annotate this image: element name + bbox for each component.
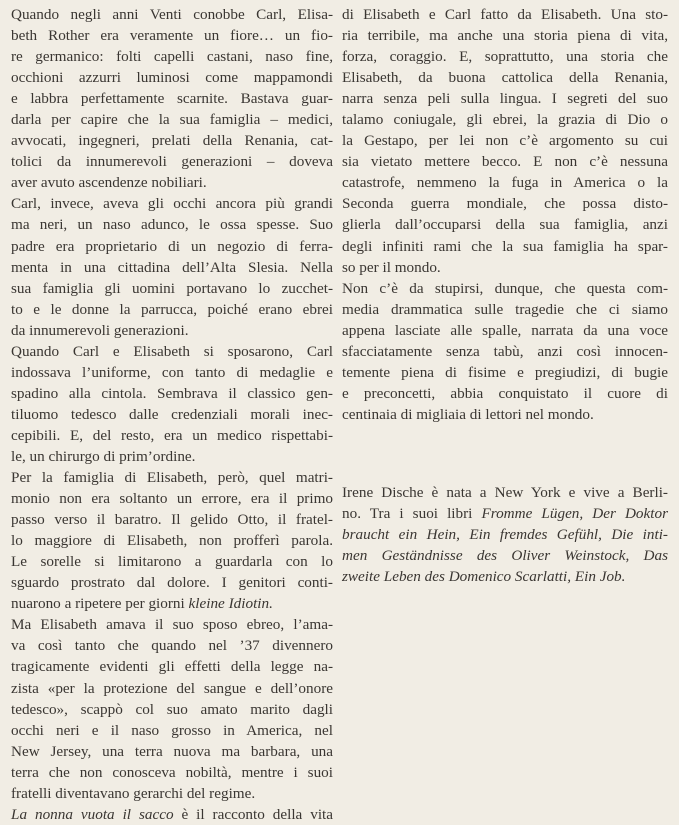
text-line — [11, 446, 333, 467]
line-text: sfacciatamente senza tabù, anzi così innocen- — [342, 342, 668, 360]
line-text: forza, coraggio. E, soprattutto, una storia che — [342, 48, 668, 66]
text-line — [342, 193, 668, 214]
line-text: menta in una cittadina dell’Alta Slesia. Nella — [11, 258, 333, 276]
line-text: to e le donne la parrucca, poiché erano ebrei — [11, 300, 333, 318]
italic-text: men Geständnisse des Oliver Weinstock, Das — [342, 547, 668, 565]
text-line — [342, 362, 668, 383]
left-column — [11, 4, 333, 825]
text-line — [342, 524, 668, 545]
line-text: ria terribile, ma anche una storia piena di vita, — [342, 27, 668, 45]
line-text: beth Rother era veramente un fiore… un fio- — [11, 27, 333, 45]
text-line — [342, 25, 668, 46]
text-line — [11, 741, 333, 762]
text-line — [342, 545, 668, 566]
line-text: lo maggiore di Elisabeth, non profferì parola. — [11, 532, 333, 550]
text-line — [11, 488, 333, 509]
text-line — [11, 614, 333, 635]
line-text: appena lasciate alle spalle, narrata da una voce — [342, 321, 668, 339]
line-text: occhioni azzurri luminosi come mappamondi — [11, 69, 333, 87]
text-line — [11, 699, 333, 720]
line-text: e preconcetti, abbia conquistato il cuore di — [342, 384, 668, 402]
text-line — [11, 109, 333, 130]
text-line — [342, 172, 668, 193]
text-line — [11, 720, 333, 741]
line-text: è il racconto della vita — [173, 805, 334, 823]
text-line — [11, 257, 333, 278]
italic-text: kleine Idiotin. — [188, 595, 273, 613]
text-line — [11, 383, 333, 404]
line-text: di Elisabeth e Carl fatto da Elisabeth. Una sto- — [342, 6, 668, 23]
text-line — [342, 278, 668, 299]
text-line — [342, 320, 668, 341]
line-text: passo verso il baratro. Il gelido Otto, il fratel- — [11, 511, 333, 529]
line-text: sguardo prostrato dal dolore. I genitori conti- — [11, 574, 333, 592]
line-text: Ma Elisabeth amava il suo sposo ebreo, l’ama- — [11, 616, 333, 634]
text-line — [11, 88, 333, 109]
text-line — [342, 383, 668, 404]
line-text: la Gestapo, per lei non c’è argomento su cui — [342, 132, 668, 150]
text-line — [11, 467, 333, 488]
text-line — [11, 130, 333, 151]
line-text: avvocati, ingegneri, prelati della Renania, cat- — [11, 132, 333, 150]
text-line — [11, 593, 333, 614]
italic-text: braucht ein Hein, Ein fremdes Gefühl, Die inti- — [342, 526, 668, 544]
line-text: darla per capire che la sua famiglia – medici, — [11, 111, 333, 129]
line-text: talamo coniugale, gli ebrei, la grazia di Dio o — [342, 111, 668, 129]
text-line — [342, 67, 668, 88]
text-line — [342, 236, 668, 257]
line-text: tragicamente evidenti gli effetti della legge na- — [11, 658, 333, 676]
text-line — [11, 278, 333, 299]
text-line — [342, 46, 668, 67]
line-text: cepibili. E, del resto, era un medico rispettabi- — [11, 426, 333, 444]
author-bio — [342, 482, 668, 587]
line-text: catastrofe, nemmeno la fuga in America o la — [342, 174, 668, 192]
text-line — [11, 193, 333, 214]
line-text: Non c’è da stupirsi, dunque, che questa com- — [342, 279, 668, 297]
line-text: Quando Carl e Elisabeth si sposarono, Carl — [11, 342, 333, 360]
line-text: no. Tra i suoi libri — [342, 504, 482, 522]
line-text: Elisabeth, da buona cattolica della Renania, — [342, 69, 668, 87]
text-line — [342, 482, 668, 503]
line-text: spadino alla cintola. Sembrava il classico gen- — [11, 384, 333, 402]
text-line — [342, 151, 668, 172]
line-text: padre era proprietario di un negozio di ferra- — [11, 237, 333, 255]
line-text: sia vietato mettere becco. E non c’è nessuna — [342, 153, 668, 171]
text-line — [11, 25, 333, 46]
line-text: re germanico: folti capelli castani, naso fine, — [11, 48, 333, 66]
line-text: media drammatica sulle tragedie che ci siamo — [342, 300, 668, 318]
text-line — [11, 783, 333, 804]
right-column — [342, 4, 668, 587]
text-line — [342, 109, 668, 130]
text-line — [342, 214, 668, 235]
line-text: va così tanto che quando nel ’37 divennero — [11, 637, 333, 655]
line-text: Per la famiglia di Elisabeth, però, quel matri- — [11, 469, 333, 487]
line-text: fratelli diventavano gerarchi del regime. — [11, 784, 256, 802]
text-line — [11, 804, 333, 825]
text-line — [11, 530, 333, 551]
line-text: degli infiniti rami che la sua famiglia ha spar- — [342, 237, 668, 255]
book-title-italic: La nonna vuota il sacco — [11, 805, 174, 823]
text-line — [342, 4, 668, 25]
text-line — [342, 257, 668, 278]
line-text: aver avuto ascendenze nobiliari. — [11, 174, 207, 192]
text-line — [11, 572, 333, 593]
text-line — [11, 4, 333, 25]
text-line — [11, 635, 333, 656]
text-line — [11, 404, 333, 425]
text-line — [342, 503, 668, 524]
text-line — [342, 404, 668, 425]
text-line — [11, 509, 333, 530]
line-text: New Jersey, una terra nuova ma barbara, una — [11, 742, 333, 760]
text-line — [11, 425, 333, 446]
text-line — [11, 151, 333, 172]
line-text: monio non era soltanto un errore, era il primo — [11, 490, 333, 508]
line-text: occhi neri e il naso grosso in America, nel — [11, 721, 333, 739]
text-line — [11, 551, 333, 572]
text-line — [342, 299, 668, 320]
text-line — [342, 88, 668, 109]
text-line — [11, 214, 333, 235]
line-text: centinaia di migliaia di lettori nel mondo. — [342, 405, 594, 423]
line-text: so per il mondo. — [342, 258, 441, 276]
line-text: tiluomo tedesco dalle credenziali morali inec- — [11, 405, 333, 423]
text-line — [11, 678, 333, 699]
line-text: Irene Dische è nata a New York e vive a Berli- — [342, 483, 668, 501]
line-text: glierla dall’occuparsi della sua famiglia, anzi — [342, 216, 668, 234]
text-line — [11, 46, 333, 67]
line-text: Quando negli anni Venti conobbe Carl, Elisa- — [11, 6, 333, 23]
text-line — [11, 172, 333, 193]
text-line — [342, 130, 668, 151]
text-line — [11, 362, 333, 383]
text-line — [11, 236, 333, 257]
line-text: e labbra perfettamente scarnite. Bastava guar- — [11, 90, 333, 108]
italic-text: zweite Leben des Domenico Scarlatti, Ein Job. — [342, 568, 626, 586]
line-text: tedesco», scappò col suo amato marito dagli — [11, 700, 333, 718]
line-text: indossava l’uniforme, con tanto di medaglie e — [11, 363, 333, 381]
line-text: nuarono a ripetere per giorni — [11, 595, 189, 613]
line-text: tolici da innumerevoli generazioni – doveva — [11, 153, 333, 171]
text-line — [11, 67, 333, 88]
text-line — [342, 566, 668, 587]
line-text: Seconda guerra mondiale, che possa disto- — [342, 195, 668, 213]
line-text: le, un chirurgo di prim’ordine. — [11, 447, 196, 465]
line-text: terra che non conosceva nobiltà, mentre i suoi — [11, 763, 333, 781]
text-line — [11, 299, 333, 320]
line-text: zista «per la protezione del sangue e dell’onore — [11, 679, 333, 697]
line-text: sua famiglia gli uomini portavano lo zucchet- — [11, 279, 333, 297]
line-text: ma neri, un naso adunco, le ossa spesse. Suo — [11, 216, 333, 234]
text-line — [11, 320, 333, 341]
line-text: narra senza peli sulla lingua. I segreti del suo — [342, 90, 668, 108]
line-text: temente piena di fisime e pregiudizi, di bugie — [342, 363, 668, 381]
line-text: Carl, invece, aveva gli occhi ancora più grandi — [11, 195, 333, 213]
text-line — [11, 341, 333, 362]
line-text: da innumerevoli generazioni. — [11, 321, 189, 339]
text-line — [342, 341, 668, 362]
text-line — [11, 762, 333, 783]
line-text: Le sorelle si limitarono a guardarla con lo — [11, 553, 333, 571]
text-line — [11, 656, 333, 677]
italic-text: Fromme Lügen, Der Doktor — [481, 504, 668, 522]
